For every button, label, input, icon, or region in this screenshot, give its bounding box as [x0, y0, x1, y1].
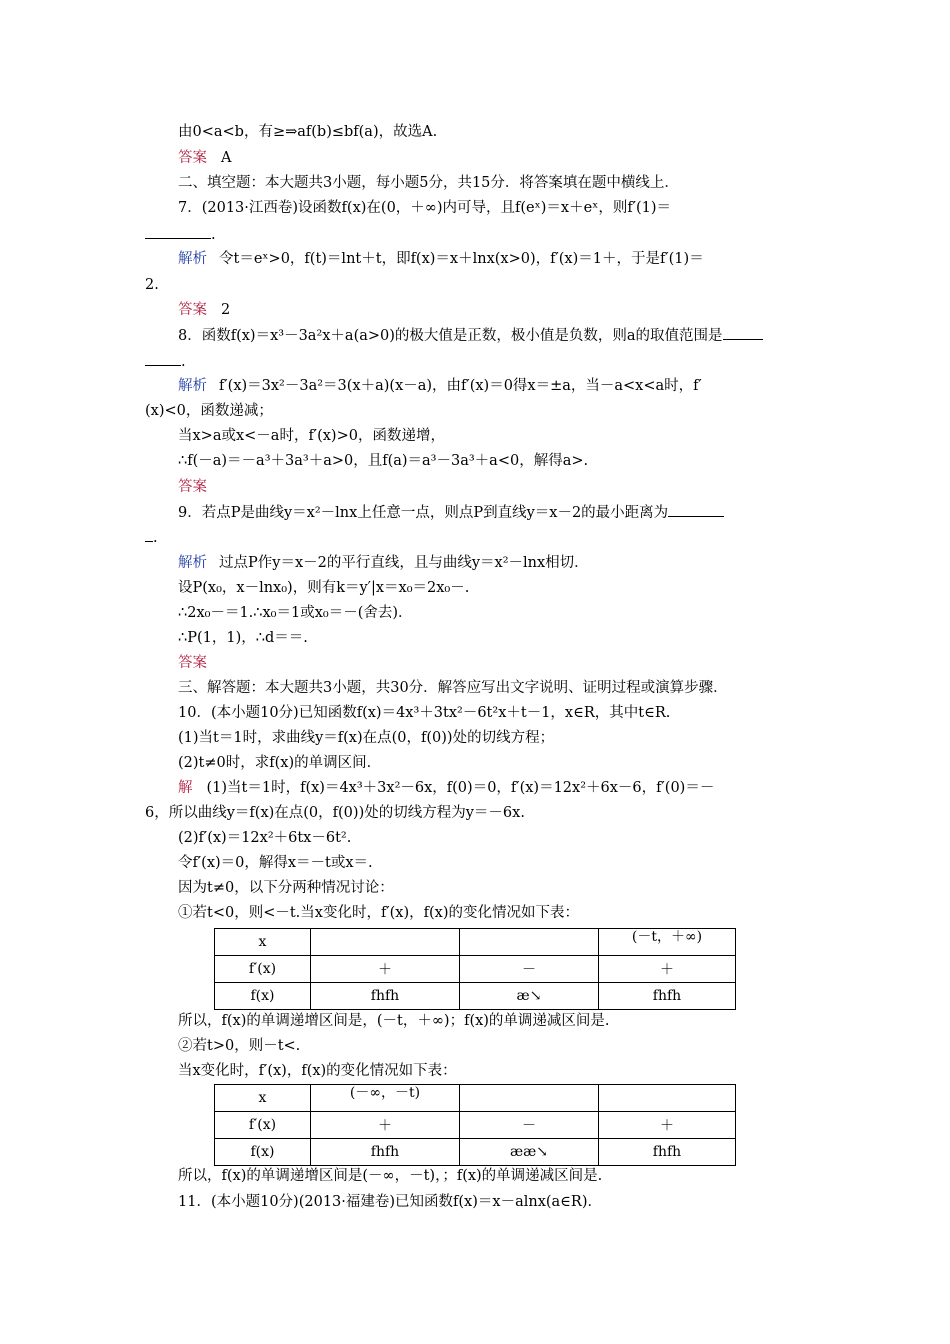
answer-label: 答案	[178, 479, 207, 495]
text-line: (x)<0，函数递减；	[145, 403, 273, 419]
text-line: 所以，f(x)的单调递增区间是，(－t，＋∞)；f(x)的单调递减区间是.	[178, 1013, 610, 1029]
table-cell: ææ↘	[460, 1139, 599, 1166]
answer-blank-line: .	[145, 224, 216, 245]
analysis-label: 解析	[178, 378, 207, 394]
table-cell: f(x)	[215, 1139, 311, 1166]
table-cell: x	[215, 929, 311, 956]
table-cell: ＋	[311, 1112, 460, 1139]
answer-blank	[723, 325, 763, 340]
table-cell: f′(x)	[215, 1112, 311, 1139]
table-row	[215, 1112, 736, 1139]
table-row	[215, 983, 736, 1010]
text-line: ①若t<0，则<－t.当x变化时，f′(x)，f(x)的变化情况如下表：	[178, 905, 579, 921]
text-line: ∴2x₀－＝1.∴x₀＝1或x₀＝－(舍去)．	[178, 605, 413, 621]
question-8: 8．函数f(x)＝x³－3a²x＋a(a>0)的极大值是正数，极小值是负数，则a的取值范围是	[178, 325, 763, 346]
text-line: 所以，f(x)的单调递增区间是(－∞，－t)，；f(x)的单调递减区间是.	[178, 1168, 603, 1184]
text-line: 设P(x₀，x－lnx₀)，则有k＝y′|x＝x₀＝2x₀－.	[178, 580, 470, 596]
table-cell: －	[460, 1112, 599, 1139]
table-cell: f(x)	[215, 983, 311, 1010]
text-line: 当x变化时，f′(x)，f(x)的变化情况如下表：	[178, 1063, 457, 1079]
answer-blank	[145, 351, 181, 366]
table-cell: ＋	[311, 956, 460, 983]
answer-blank-line: .	[145, 351, 186, 372]
analysis-line: 解析 f′(x)＝3x²－3a²＝3(x＋a)(x－a)，由f′(x)＝0得x＝±a，当－a<x<a时，f′	[178, 378, 702, 394]
text-line: 当x>a或x<－a时，f′(x)>0，函数递增，	[178, 428, 445, 444]
section-heading: 二、填空题：本大题共3小题，每小题5分，共15分．将答案填在题中横线上．	[178, 175, 679, 191]
table-cell: fhfh	[311, 1139, 460, 1166]
answer-line	[178, 653, 221, 673]
variation-table-1	[214, 928, 736, 1010]
text-line: 2.	[145, 277, 159, 293]
table-cell: fhfh	[599, 1139, 736, 1166]
table-cell: (－∞，－t)	[311, 1085, 460, 1112]
table-row	[215, 929, 736, 956]
answer-value: A	[221, 150, 232, 166]
question-11: 11．(本小题10分)(2013·福建卷)已知函数f(x)＝x－alnx(a∈R)．	[178, 1194, 602, 1210]
text-line: ②若t>0，则－t<.	[178, 1038, 301, 1054]
question-10-part-2: (2)t≠0时，求f(x)的单调区间．	[178, 755, 382, 771]
table-cell: fhfh	[599, 983, 736, 1010]
table-row	[215, 1139, 736, 1166]
section-heading: 三、解答题：本大题共3小题，共30分．解答应写出文字说明、证明过程或演算步骤．	[178, 680, 728, 696]
analysis-label: 解析	[178, 555, 207, 571]
analysis-line: 解析 过点P作y＝x－2的平行直线，且与曲线y＝x²－lnx相切．	[178, 555, 589, 571]
analysis-line: 解析 令t＝eˣ>0，f(t)＝lnt＋t，即f(x)＝x＋lnx(x>0)，f′(x)＝1＋，于是f′(1)＝	[178, 251, 704, 267]
text-line: 6，所以曲线y＝f(x)在点(0，f(0))处的切线方程为y＝－6x.	[145, 805, 525, 821]
answer-line	[178, 300, 230, 320]
table-cell	[460, 1085, 599, 1112]
table-cell: －	[460, 956, 599, 983]
table-cell	[460, 929, 599, 956]
question-10-part-1: (1)当t＝1时，求曲线y＝f(x)在点(0，f(0))处的切线方程；	[178, 730, 555, 746]
answer-label: 答案	[178, 302, 207, 318]
answer-blank	[145, 527, 153, 542]
answer-label: 答案	[178, 655, 207, 671]
answer-value: 2	[221, 302, 231, 318]
text-line: 由0<a<b，有≥⇒af(b)≤bf(a)，故选A.	[178, 124, 438, 140]
answer-blank-line: .	[145, 527, 158, 548]
table-cell: ＋	[599, 956, 736, 983]
table-cell	[599, 1085, 736, 1112]
text-line: (2)f′(x)＝12x²＋6tx－6t².	[178, 830, 352, 846]
table-cell: ＋	[599, 1112, 736, 1139]
answer-blank	[668, 502, 724, 517]
table-cell: fhfh	[311, 983, 460, 1010]
table-cell: f′(x)	[215, 956, 311, 983]
question-9: 9．若点P是曲线y＝x²－lnx上任意一点，则点P到直线y＝x－2的最小距离为	[178, 502, 724, 523]
text-line: ∴P(1，1)，∴d＝＝.	[178, 630, 308, 646]
solution-line: 解 (1)当t＝1时，f(x)＝4x³＋3x²－6x，f(0)＝0，f′(x)＝12x²＋6x－6，f′(0)＝－	[178, 780, 715, 796]
answer-line	[178, 477, 221, 497]
table-row	[215, 956, 736, 983]
analysis-label: 解析	[178, 251, 207, 267]
text-line: ∴f(－a)＝－a³＋3a³＋a>0，且f(a)＝a³－3a³＋a<0，解得a>.	[178, 453, 589, 469]
answer-label: 答案	[178, 150, 207, 166]
solution-label: 解	[178, 780, 193, 796]
variation-table-2	[214, 1084, 736, 1166]
table-row	[215, 1085, 736, 1112]
question-10: 10．(本小题10分)已知函数f(x)＝4x³＋3tx²－6t²x＋t－1，x∈R，其中t∈R.	[178, 705, 671, 721]
table-cell	[311, 929, 460, 956]
question-7: 7．(2013·江西卷)设函数f(x)在(0，＋∞)内可导，且f(eˣ)＝x＋eˣ，则f′(1)＝	[178, 200, 672, 216]
table-cell: (－t，＋∞)	[599, 929, 736, 956]
answer-blank	[145, 224, 211, 239]
table-cell: æ↘	[460, 983, 599, 1010]
text-line: 令f′(x)＝0，解得x＝－t或x＝.	[178, 855, 373, 871]
answer-line	[178, 148, 231, 168]
text-line: 因为t≠0，以下分两种情况讨论：	[178, 880, 394, 896]
table-cell: x	[215, 1085, 311, 1112]
